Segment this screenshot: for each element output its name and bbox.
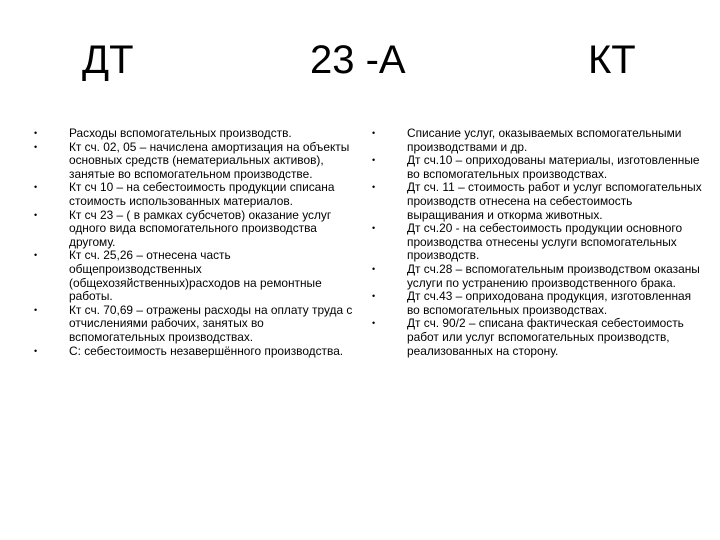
entry-text: Дт сч.28 – вспомогательным производством оказаны услуги по устранению производственного брака.	[407, 261, 700, 290]
entry-text: Кт сч. 70,69 – отражены расходы на оплату труда с отчислениями рабочих, занятых во вспомогательных производствах.	[69, 302, 353, 344]
bullet-icon: •	[372, 155, 376, 166]
entry-text: Дт сч.10 – оприходованы материалы, изготовленные во вспомогательных производствах.	[407, 153, 700, 181]
bullet-icon: •	[34, 128, 38, 138]
credit-entry	[372, 290, 706, 317]
credit-entry	[372, 181, 706, 222]
bullet-icon: •	[34, 345, 38, 356]
debit-entry	[34, 181, 354, 208]
bullet-icon: •	[34, 209, 38, 220]
credit-entry	[372, 127, 706, 154]
bullet-icon: •	[372, 182, 376, 193]
entry-text: Дт сч. 11 – стоимость работ и услуг вспомогательных производств отнесена на себестоимость выращивания и откорма животных.	[407, 180, 702, 222]
debit-entry	[34, 141, 354, 182]
entry-text: Кт сч 23 – ( в рамках субсчетов) оказание услуг одного вида вспомогательного производства другому.	[69, 207, 332, 249]
debit-heading: ДТ	[82, 38, 134, 82]
entry-text: Расходы вспомогательных производств.	[69, 126, 292, 140]
bullet-icon: •	[34, 141, 38, 152]
credit-entry	[372, 222, 706, 263]
credit-entry	[372, 317, 706, 358]
entry-text: Списание услуг, оказываемых вспомогательными производствами и др.	[407, 126, 682, 154]
debit-entry	[34, 249, 354, 303]
credit-heading: КТ	[588, 38, 636, 82]
entry-text: Кт сч 10 – на себестоимость продукции списана стоимость использованных материалов.	[69, 180, 335, 208]
bullet-icon: •	[372, 223, 376, 234]
debit-entry	[34, 304, 354, 345]
entry-text: Кт сч. 02, 05 – начислена амортизация на объекты основных средств (нематериальных активов), занятые во вспомогательном производстве.	[69, 139, 350, 181]
bullet-icon: •	[34, 304, 38, 315]
entry-text: Дт сч.20 - на себестоимость продукции основного производства отнесены услуги вспомогательных производств.	[407, 221, 683, 263]
debit-entries-list	[34, 127, 354, 358]
entry-text: Дт сч.43 – оприходована продукция, изготовленная во вспомогательных производствах.	[407, 289, 692, 317]
bullet-icon: •	[372, 128, 376, 138]
credit-entry	[372, 263, 706, 290]
account-title: 23 -А	[310, 38, 406, 82]
entry-text: Дт сч. 90/2 – списана фактическая себестоимость работ или услуг вспомогательных производств, реализованных на сторону.	[407, 316, 684, 358]
debit-entry	[34, 345, 354, 359]
bullet-icon: •	[372, 318, 376, 329]
bullet-icon: •	[34, 250, 38, 261]
bullet-icon: •	[34, 182, 38, 193]
bullet-icon: •	[372, 263, 376, 274]
debit-entry	[34, 209, 354, 250]
debit-entry	[34, 127, 354, 141]
credit-entries-list	[372, 127, 706, 358]
bullet-icon: •	[372, 291, 376, 302]
entry-text: С: себестоимость незавершённого производства.	[69, 343, 344, 358]
credit-entry	[372, 154, 706, 181]
entry-text: Кт сч. 25,26 – отнесена часть общепроизводственных (общехозяйственных)расходов на ремонтные работы.	[69, 248, 322, 304]
